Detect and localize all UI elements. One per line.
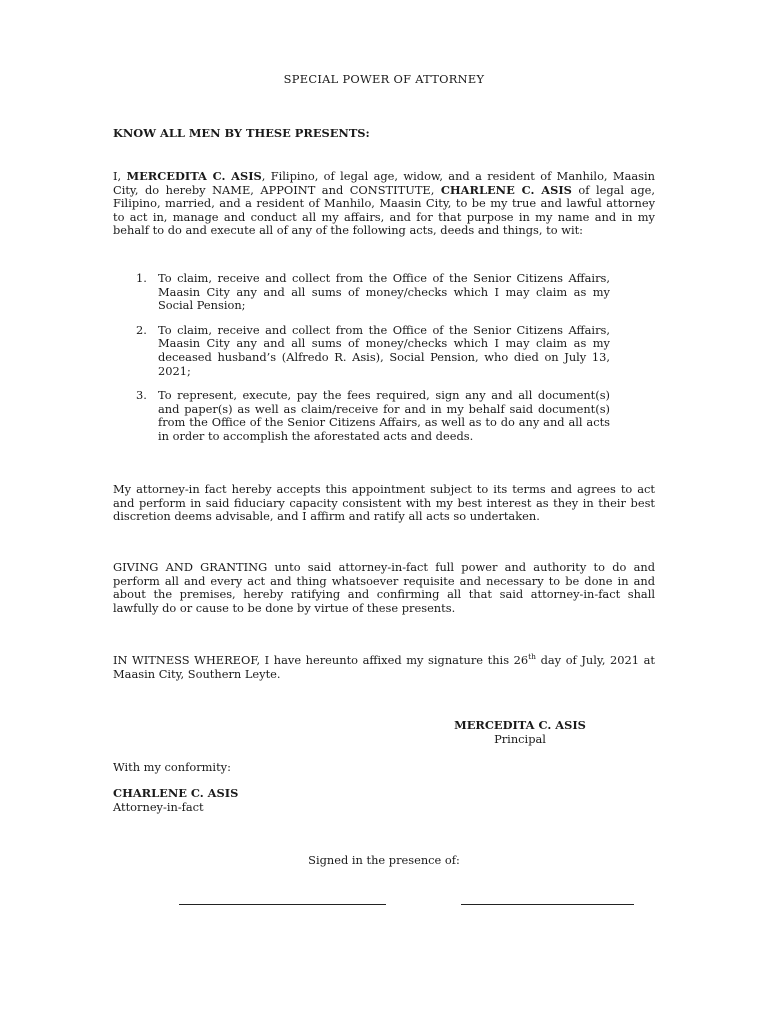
witness-signature-line-2 <box>461 904 634 905</box>
granting-paragraph: GIVING AND GRANTING unto said attorney-in-fact full power and authority to do and perform all and every act and thing whatsoever requisite and necessary to be done in and about the premises, hereby ratifying and confirming all that said attorney-in-fact shall lawfully do or cause to be done by virtue of these presents. <box>113 560 655 615</box>
attorney-role: Attorney-in-fact <box>113 799 204 814</box>
principal-name-inline: MERCEDITA C. ASIS <box>126 169 262 183</box>
intro-text-2: , Filipino, of legal age, widow, and a resident of Manhilo, Maasin City, do hereby NAME, APPOINT and CONSTITUTE, <box>113 169 655 197</box>
intro-text-1: I, <box>113 169 127 183</box>
greeting: KNOW ALL MEN BY THESE PRESENTS: <box>113 126 370 140</box>
list-item <box>130 272 610 313</box>
list-item-text: To claim, receive and collect from the Office of the Senior Citizens Affairs, Maasin City any and all sums of money/checks which I may claim as my Social Pension; <box>158 271 610 313</box>
list-item <box>130 324 610 378</box>
principal-role: Principal <box>494 731 546 746</box>
witness-text-1: IN WITNESS WHEREOF, I have hereunto affixed my signature this 26 <box>113 653 529 667</box>
presence-label: Signed in the presence of: <box>308 853 460 867</box>
list-item-number: 2. <box>136 322 147 337</box>
principal-signature-block <box>420 719 620 746</box>
acceptance-paragraph: My attorney-in fact hereby accepts this appointment subject to its terms and agrees to act and perform in said fiduciary capacity consistent with my best interest as they in their best discretion deems advisable, and I affirm and ratify all acts so undertaken. <box>113 482 655 524</box>
list-item <box>130 389 610 443</box>
document-title: SPECIAL POWER OF ATTORNEY <box>283 72 485 86</box>
list-item-number: 3. <box>136 388 147 403</box>
witness-paragraph <box>113 654 655 681</box>
attorney-name: CHARLENE C. ASIS <box>113 786 239 800</box>
conformity-label: With my conformity: <box>113 760 231 774</box>
attorney-signature-block <box>113 787 238 814</box>
ordinal-suffix: th <box>528 652 536 662</box>
attorney-name-inline: CHARLENE C. ASIS <box>440 182 572 197</box>
list-item-number: 1. <box>136 271 147 285</box>
intro-paragraph <box>113 170 655 238</box>
list-item-text: To claim, receive and collect from the Office of the Senior Citizens Affairs, Maasin City any and all sums of money/checks which I may claim as my deceased husband’s (Alfredo R. Asis), Social Pension, who died on July 13, 2021; <box>158 322 610 378</box>
list-item-text: To represent, execute, pay the fees required, sign any and all document(s) and paper(s) as well as claim/receive for and in my behalf said document(s) from the Office of the Senior Citizens Affairs, as well as to do any and all acts in order to accomplish the aforestated acts and deeds. <box>158 388 610 443</box>
witness-text-2: day of July, 2021 at Maasin City, Southern Leyte. <box>113 653 655 681</box>
powers-list <box>130 272 610 455</box>
witness-signature-line-1 <box>179 904 386 905</box>
intro-text-3: of legal age, Filipino, married, and a resident of Manhilo, Maasin City, to be my true and lawful attorney to act in, manage and conduct all my affairs, and for that purpose in my name and in my behalf to do and execute all of any of the following acts, deeds and things, to wit: <box>113 182 656 238</box>
principal-name: MERCEDITA C. ASIS <box>454 718 586 732</box>
